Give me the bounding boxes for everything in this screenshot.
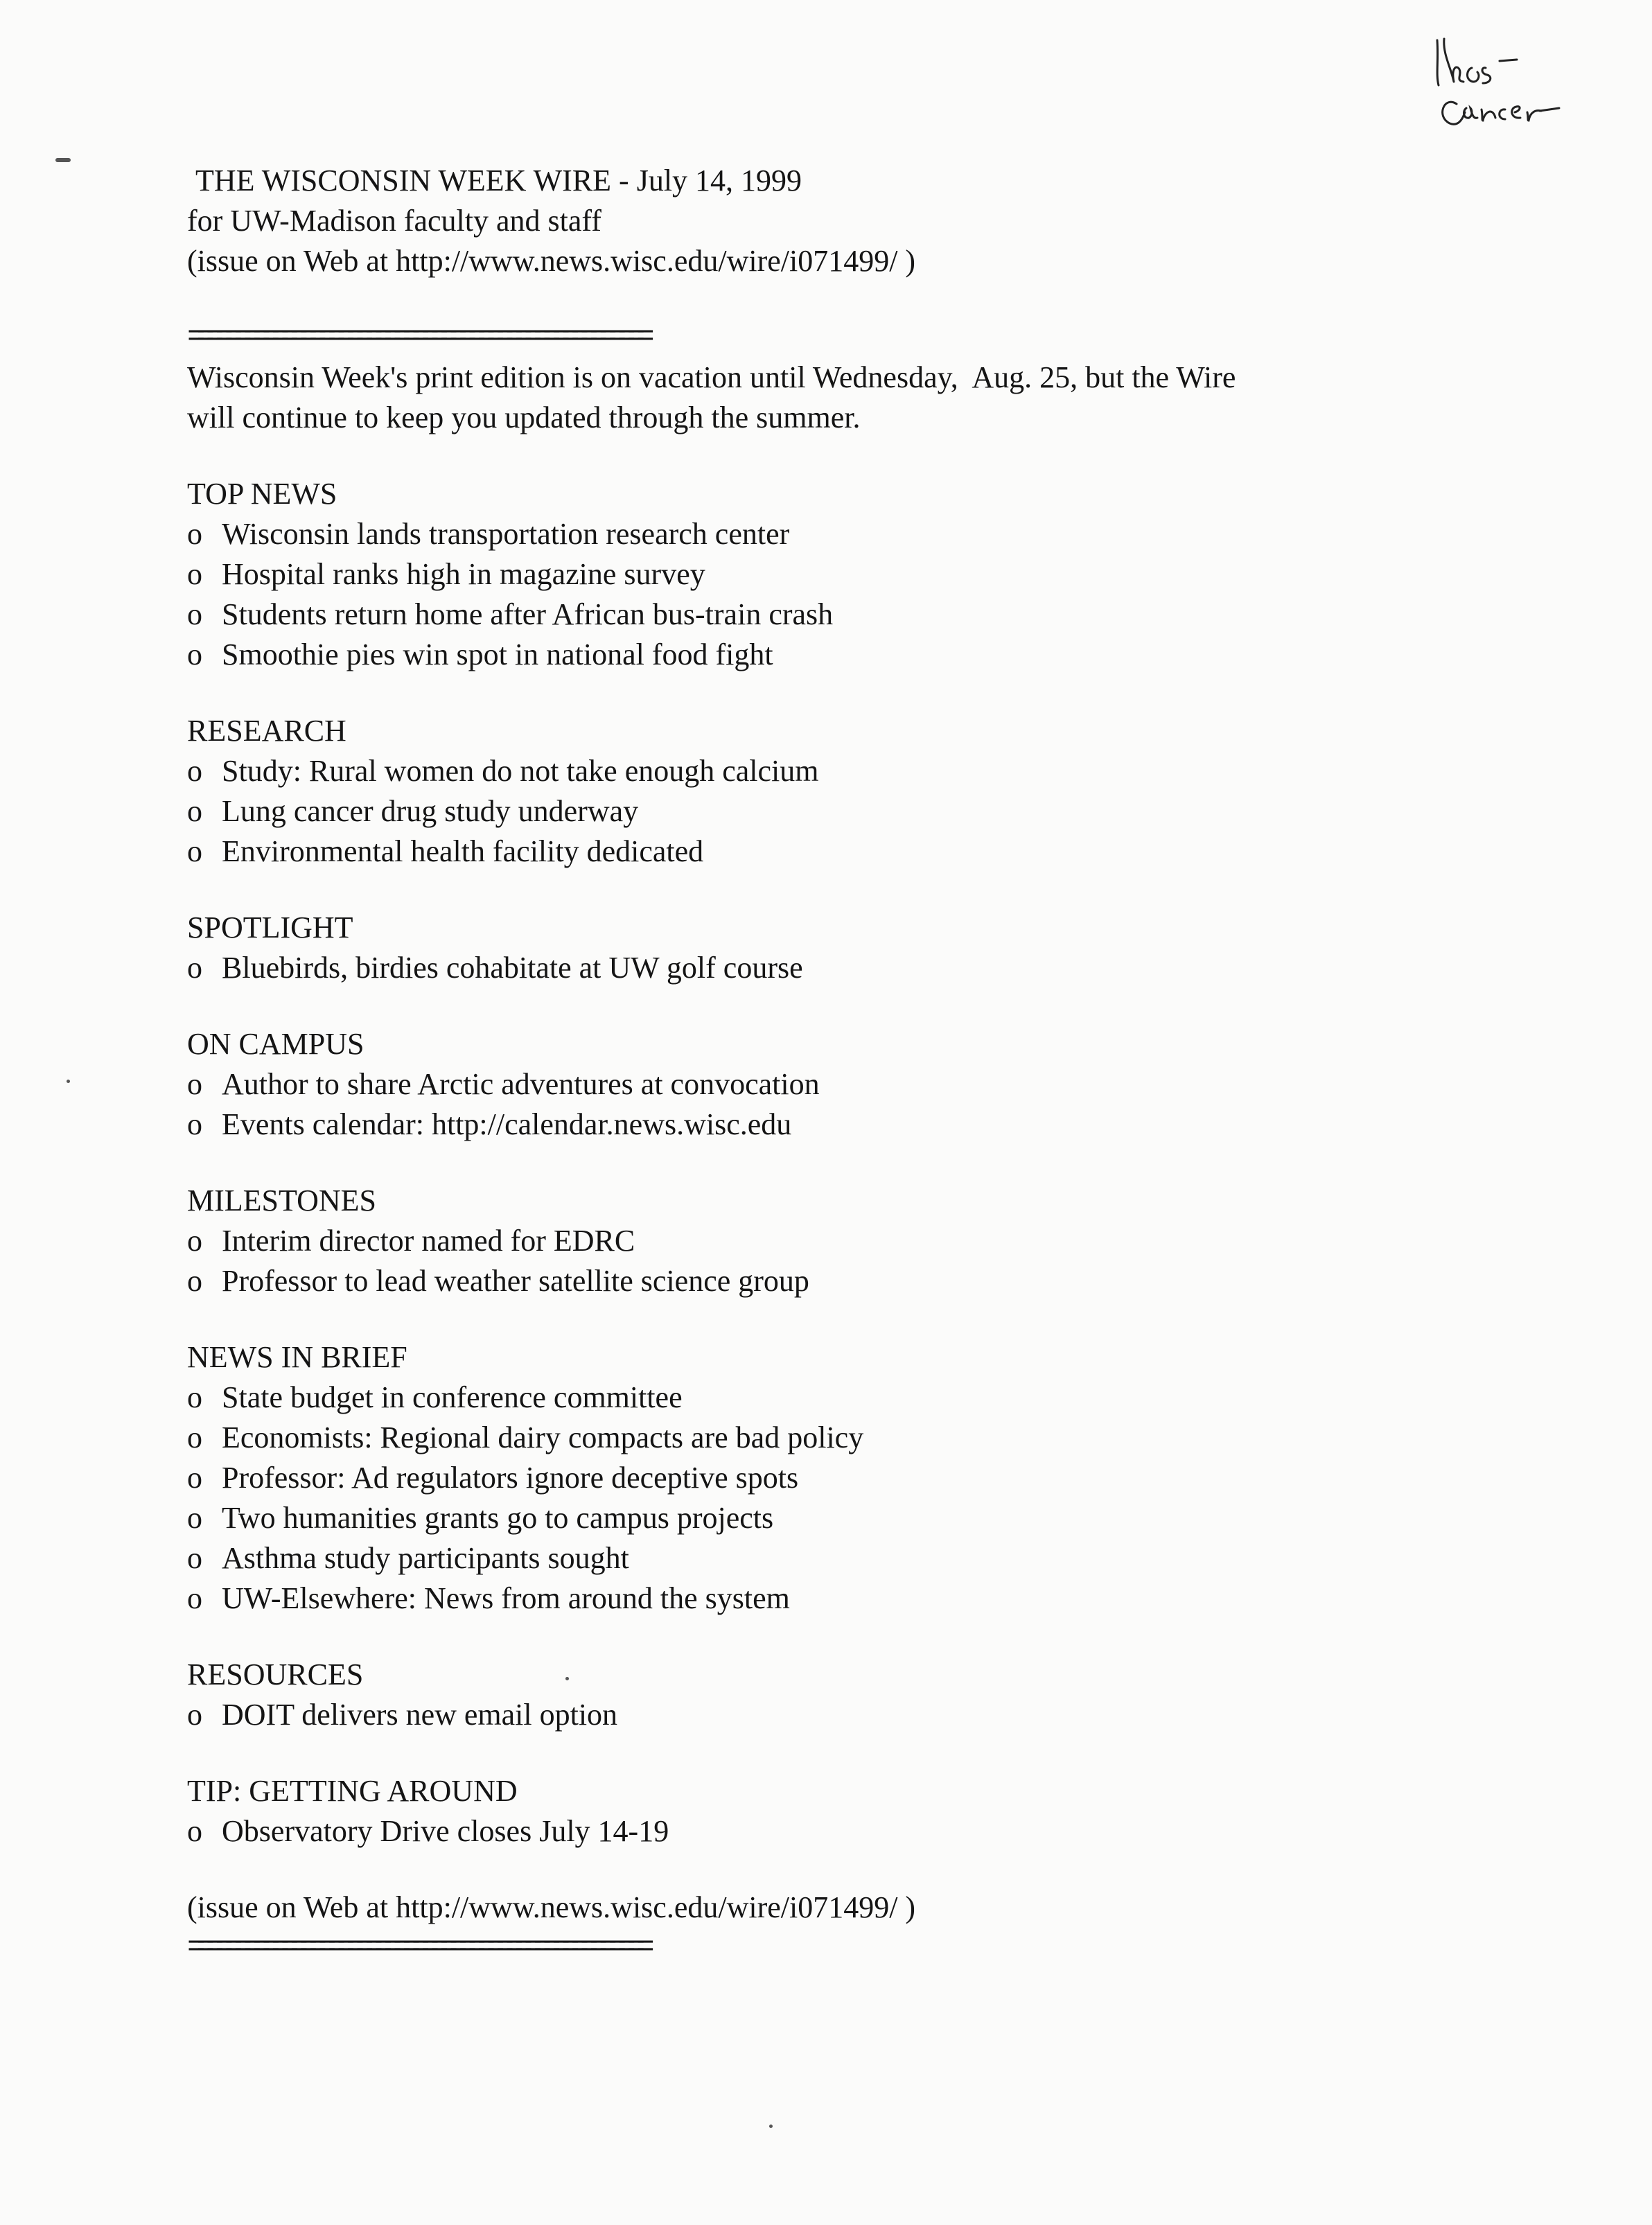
list-item (187, 1261, 1504, 1301)
bullet-marker: o (187, 1698, 202, 1732)
list-item (187, 832, 1504, 872)
bullet-marker: o (187, 951, 202, 985)
bullet-marker: o (187, 754, 202, 788)
list-item (187, 948, 1504, 988)
list-item-text: Professor: Ad regulators ignore deceptive spots (222, 1461, 799, 1495)
list-item-text: Interim director named for EDRC (222, 1224, 635, 1258)
scan-speck (55, 158, 71, 162)
bullet-marker: o (187, 1067, 202, 1101)
list-item (187, 1418, 1504, 1458)
separator-rule: ================================================= (187, 320, 646, 355)
list-item-text: Economists: Regional dairy compacts are bad policy (222, 1421, 864, 1454)
news-section (187, 474, 1504, 675)
section-heading: RESOURCES (187, 1657, 364, 1691)
audience-line: for UW-Madison faculty and staff (187, 204, 601, 238)
news-section (187, 1181, 1504, 1301)
sections-list (187, 474, 1504, 1852)
list-item (187, 514, 1504, 554)
intro-line: will continue to keep you updated through the summer. (187, 401, 861, 434)
section-heading: TOP NEWS (187, 477, 337, 511)
list-item (187, 1064, 1504, 1105)
section-heading: TIP: GETTING AROUND (187, 1774, 518, 1808)
bullet-marker: o (187, 1264, 202, 1298)
list-item-text: Wisconsin lands transportation research center (222, 517, 790, 551)
list-item (187, 554, 1504, 595)
list-item (187, 1578, 1504, 1619)
bullet-marker: o (187, 794, 202, 828)
web-issue-note: (issue on Web at http://www.news.wisc.edu/wire/i071499/ ) (187, 244, 916, 278)
list-item-text: Observatory Drive closes July 14-19 (222, 1814, 669, 1848)
list-item-text: UW-Elsewhere: News from around the system (222, 1581, 790, 1615)
news-section (187, 1771, 1504, 1852)
list-item-text: Environmental health facility dedicated (222, 834, 704, 868)
list-item-text: Asthma study participants sought (222, 1541, 629, 1575)
footer-web-note: (issue on Web at http://www.news.wisc.edu/wire/i071499/ ) (187, 1890, 916, 1924)
intro-line: Wisconsin Week's print edition is on vacation until Wednesday, Aug. 25, but the Wire (187, 360, 1236, 394)
scan-speck (67, 1080, 70, 1083)
section-heading: NEWS IN BRIEF (187, 1340, 407, 1374)
section-heading: MILESTONES (187, 1184, 376, 1217)
list-item-text: Two humanities grants go to campus projects (222, 1501, 774, 1535)
bullet-marker: o (187, 517, 202, 551)
news-section (187, 908, 1504, 988)
scan-speck (769, 2125, 773, 2128)
list-item (187, 1105, 1504, 1145)
bullet-marker: o (187, 557, 202, 591)
news-section (187, 1655, 1504, 1735)
bullet-marker: o (187, 637, 202, 671)
bullet-marker: o (187, 1581, 202, 1615)
list-item-text: Hospital ranks high in magazine survey (222, 557, 705, 591)
bullet-marker: o (187, 1380, 202, 1414)
bullet-marker: o (187, 1224, 202, 1258)
list-item-text: Events calendar: http://calendar.news.wisc.edu (222, 1107, 792, 1141)
newsletter-title: THE WISCONSIN WEEK WIRE - July 14, 1999 (195, 164, 802, 197)
list-item-text: State budget in conference committee (222, 1380, 683, 1414)
list-item-text: Bluebirds, birdies cohabitate at UW golf course (222, 951, 803, 985)
list-item (187, 595, 1504, 635)
bullet-marker: o (187, 1107, 202, 1141)
list-item-text: Study: Rural women do not take enough calcium (222, 754, 819, 788)
section-heading: ON CAMPUS (187, 1027, 364, 1061)
list-item-text: Professor to lead weather satellite science group (222, 1264, 809, 1298)
bullet-marker: o (187, 1501, 202, 1535)
handwritten-annotation (1423, 26, 1603, 144)
list-item-text: Lung cancer drug study underway (222, 794, 639, 828)
handwriting-drawing (1423, 26, 1603, 144)
bullet-marker: o (187, 597, 202, 631)
list-item (187, 1378, 1504, 1418)
list-item (187, 1538, 1504, 1578)
list-item (187, 1695, 1504, 1735)
list-item (187, 1458, 1504, 1498)
bullet-marker: o (187, 834, 202, 868)
list-item-text: Author to share Arctic adventures at convocation (222, 1067, 820, 1101)
section-heading: SPOTLIGHT (187, 911, 353, 944)
section-heading: RESEARCH (187, 714, 346, 748)
news-section (187, 1024, 1504, 1145)
list-item (187, 635, 1504, 675)
list-item (187, 1498, 1504, 1538)
list-item (187, 1221, 1504, 1261)
bullet-marker: o (187, 1461, 202, 1495)
list-item (187, 751, 1504, 791)
list-item (187, 791, 1504, 832)
bullet-marker: o (187, 1814, 202, 1848)
list-item-text: Students return home after African bus-train crash (222, 597, 834, 631)
bullet-marker: o (187, 1541, 202, 1575)
separator-rule: ================================================= (187, 1931, 646, 1965)
list-item-text: DOIT delivers new email option (222, 1698, 618, 1732)
bullet-marker: o (187, 1421, 202, 1454)
newsletter-body (187, 161, 1504, 1968)
list-item (187, 1811, 1504, 1852)
list-item-text: Smoothie pies win spot in national food fight (222, 637, 773, 671)
news-section (187, 1337, 1504, 1619)
news-section (187, 711, 1504, 872)
